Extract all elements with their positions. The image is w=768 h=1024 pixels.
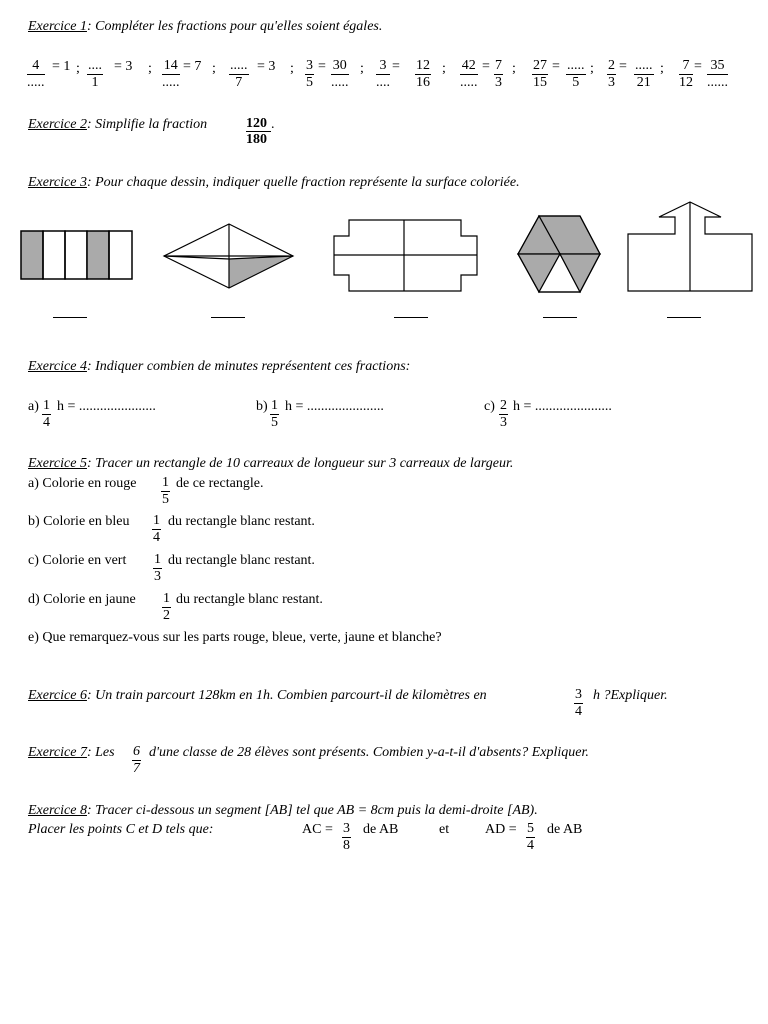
ex4-label: b) (256, 399, 268, 414)
ex1-frac-7: 3 .... (376, 58, 390, 90)
ex5-c-fraction: $\frac{1}{3}$ (154, 552, 161, 584)
figure-arrow-house (628, 202, 752, 291)
ex1-eq-11: = (552, 59, 560, 74)
ex7-heading (28, 745, 115, 761)
ex3-heading (28, 175, 520, 191)
ex5-c-text: c) Colorie en vert (28, 553, 127, 568)
ex3-answer-blank-1[interactable] (53, 317, 87, 318)
ex1-frac-5: $\frac{3}{5}$ (306, 58, 313, 90)
ex1-sep: ; (512, 61, 516, 76)
figure-cross (334, 220, 477, 291)
ex6-fraction: $\frac{3}{4}$ (575, 687, 582, 719)
ex3-text: : Pour chaque dessin, indiquer quelle fraction représente la surface coloriée. (86, 175, 520, 190)
ex8-ac-fraction: $\frac{3}{8}$ (343, 821, 350, 853)
ex1-sep: ; (290, 61, 294, 76)
ex4-fraction: $\frac{2}{3}$ (500, 398, 507, 430)
ex1-frac-15: $\frac{7}{12}$ (679, 58, 693, 90)
ex1-eq-5: = (318, 59, 326, 74)
ex1-sep: ; (212, 61, 216, 76)
ex3-title: Exercice 3 (28, 175, 87, 190)
ex1-sep: ; (360, 61, 364, 76)
ex1-frac-1: 4 ..... (27, 58, 45, 90)
ex1-frac-6: 30 ..... (331, 58, 349, 90)
ex1-eq-15: = (694, 59, 702, 74)
ex1-eq-9: = (482, 59, 490, 74)
ex8-ac-pre: AC = (302, 822, 333, 837)
ex5-c-post: du rectangle blanc restant. (168, 553, 315, 568)
ex1-frac-9: 42 ..... (460, 58, 478, 90)
ex1-eq-7: = (392, 59, 400, 74)
ex1-frac-16: 35 ...... (707, 58, 728, 90)
ex4-text: : Indiquer combien de minutes représentent ces fractions: (86, 359, 411, 374)
ex5-d-fraction: $\frac{1}{2}$ (163, 591, 170, 623)
ex1-frac-3: 14 ..... (162, 58, 180, 90)
ex4-answer[interactable]: h = ...................... (513, 399, 612, 414)
ex8-title: Exercice 8 (28, 803, 87, 818)
ex1-frac-13: $\frac{2}{3}$ (608, 58, 615, 90)
ex5-a-text: a) Colorie en rouge (28, 476, 137, 491)
ex5-b-fraction: $\frac{1}{4}$ (153, 513, 160, 545)
ex2-title: Exercice 2 (28, 117, 87, 132)
ex1-frac-8: $\frac{12}{16}$ (416, 58, 430, 90)
ex4-heading (28, 359, 410, 375)
ex2-heading (28, 117, 207, 133)
ex6-text: : Un train parcourt 128km en 1h. Combien parcourt-il de kilomètres en (86, 688, 487, 703)
ex5-title: Exercice 5 (28, 456, 87, 471)
ex1-title: Exercice 1 (28, 19, 87, 34)
ex1-sep: ; (76, 61, 80, 76)
ex2-end: . (271, 117, 275, 132)
ex5-heading (28, 456, 513, 472)
ex4-label: a) (28, 399, 39, 414)
figure-hexagon (518, 216, 600, 292)
ex3-figures (0, 200, 768, 330)
ex7-post: d'une classe de 28 élèves sont présents. Combien y-a-t-il d'absents? Expliquer. (149, 745, 589, 760)
ex5-b-text: b) Colorie en bleu (28, 514, 130, 529)
ex1-eq-4: = 3 (257, 59, 276, 74)
ex5-b-post: du rectangle blanc restant. (168, 514, 315, 529)
ex1-frac-12: ..... 5 (567, 58, 585, 90)
ex3-answer-blank-4[interactable] (543, 317, 577, 318)
ex5-text: : Tracer un rectangle de 10 carreaux de longueur sur 3 carreaux de largeur. (86, 456, 514, 471)
ex8-text: : Tracer ci-dessous un segment [AB] tel que AB = 8cm puis la demi-droite [AB). (86, 803, 538, 818)
ex8-ad-post: de AB (547, 822, 583, 837)
ex1-eq-13: = (619, 59, 627, 74)
ex1-frac-11: $\frac{27}{15}$ (533, 58, 547, 90)
ex1-sep: ; (590, 61, 594, 76)
ex3-answer-blank-5[interactable] (667, 317, 701, 318)
ex7-title: Exercice 7 (28, 745, 87, 760)
ex4-answer[interactable]: h = ...................... (285, 399, 384, 414)
ex1-text: : Compléter les fractions pour qu'elles soient égales. (86, 19, 383, 34)
ex4-answer[interactable]: h = ...................... (57, 399, 156, 414)
ex1-eq-1: = 1 (52, 59, 71, 74)
ex1-eq-2: = 3 (114, 59, 133, 74)
ex5-a-post: de ce rectangle. (176, 476, 264, 491)
ex7-pre: : Les (86, 745, 115, 760)
ex8-ad-fraction: $\frac{5}{4}$ (527, 821, 534, 853)
ex5-d-post: du rectangle blanc restant. (176, 592, 323, 607)
ex1-heading (28, 19, 382, 35)
ex1-frac-4: ..... 7 (230, 58, 248, 90)
ex8-heading (28, 803, 538, 819)
ex1-eq-3: = 7 (183, 59, 202, 74)
ex1-sep: ; (660, 61, 664, 76)
ex7-fraction: $\frac{6}{7}$ (133, 744, 140, 776)
ex5-d-text: d) Colorie en jaune (28, 592, 136, 607)
ex3-answer-blank-3[interactable] (394, 317, 428, 318)
ex4-fraction: $\frac{1}{5}$ (271, 398, 278, 430)
ex2-text: : Simplifie la fraction (86, 117, 208, 132)
ex8-ad-pre: AD = (485, 822, 517, 837)
ex6-heading (28, 688, 487, 704)
ex1-sep: ; (148, 61, 152, 76)
ex6-title: Exercice 6 (28, 688, 87, 703)
ex1-frac-14: ..... 21 (635, 58, 653, 90)
ex8-ac-post: de AB (363, 822, 399, 837)
figure-rhombus (164, 224, 293, 288)
ex4-title: Exercice 4 (28, 359, 87, 374)
ex5-e: e) Que remarquez-vous sur les parts rouge, bleue, verte, jaune et blanche? (28, 630, 442, 645)
ex1-frac-10: $\frac{7}{3}$ (495, 58, 502, 90)
ex5-a-fraction: $\frac{1}{5}$ (162, 475, 169, 507)
ex6-post: h ?Expliquer. (593, 688, 668, 703)
ex2-fraction-bar (246, 131, 271, 132)
ex4-label: c) (484, 399, 495, 414)
ex2-fraction: 120 180 (246, 116, 267, 147)
ex8-et: et (439, 822, 450, 837)
ex3-answer-blank-2[interactable] (211, 317, 245, 318)
figure-strips (21, 231, 132, 279)
ex4-fraction: $\frac{1}{4}$ (43, 398, 50, 430)
ex8-line2: Placer les points C et D tels que: (28, 822, 214, 837)
ex1-sep: ; (442, 61, 446, 76)
ex1-frac-2: .... 1 (88, 58, 102, 90)
